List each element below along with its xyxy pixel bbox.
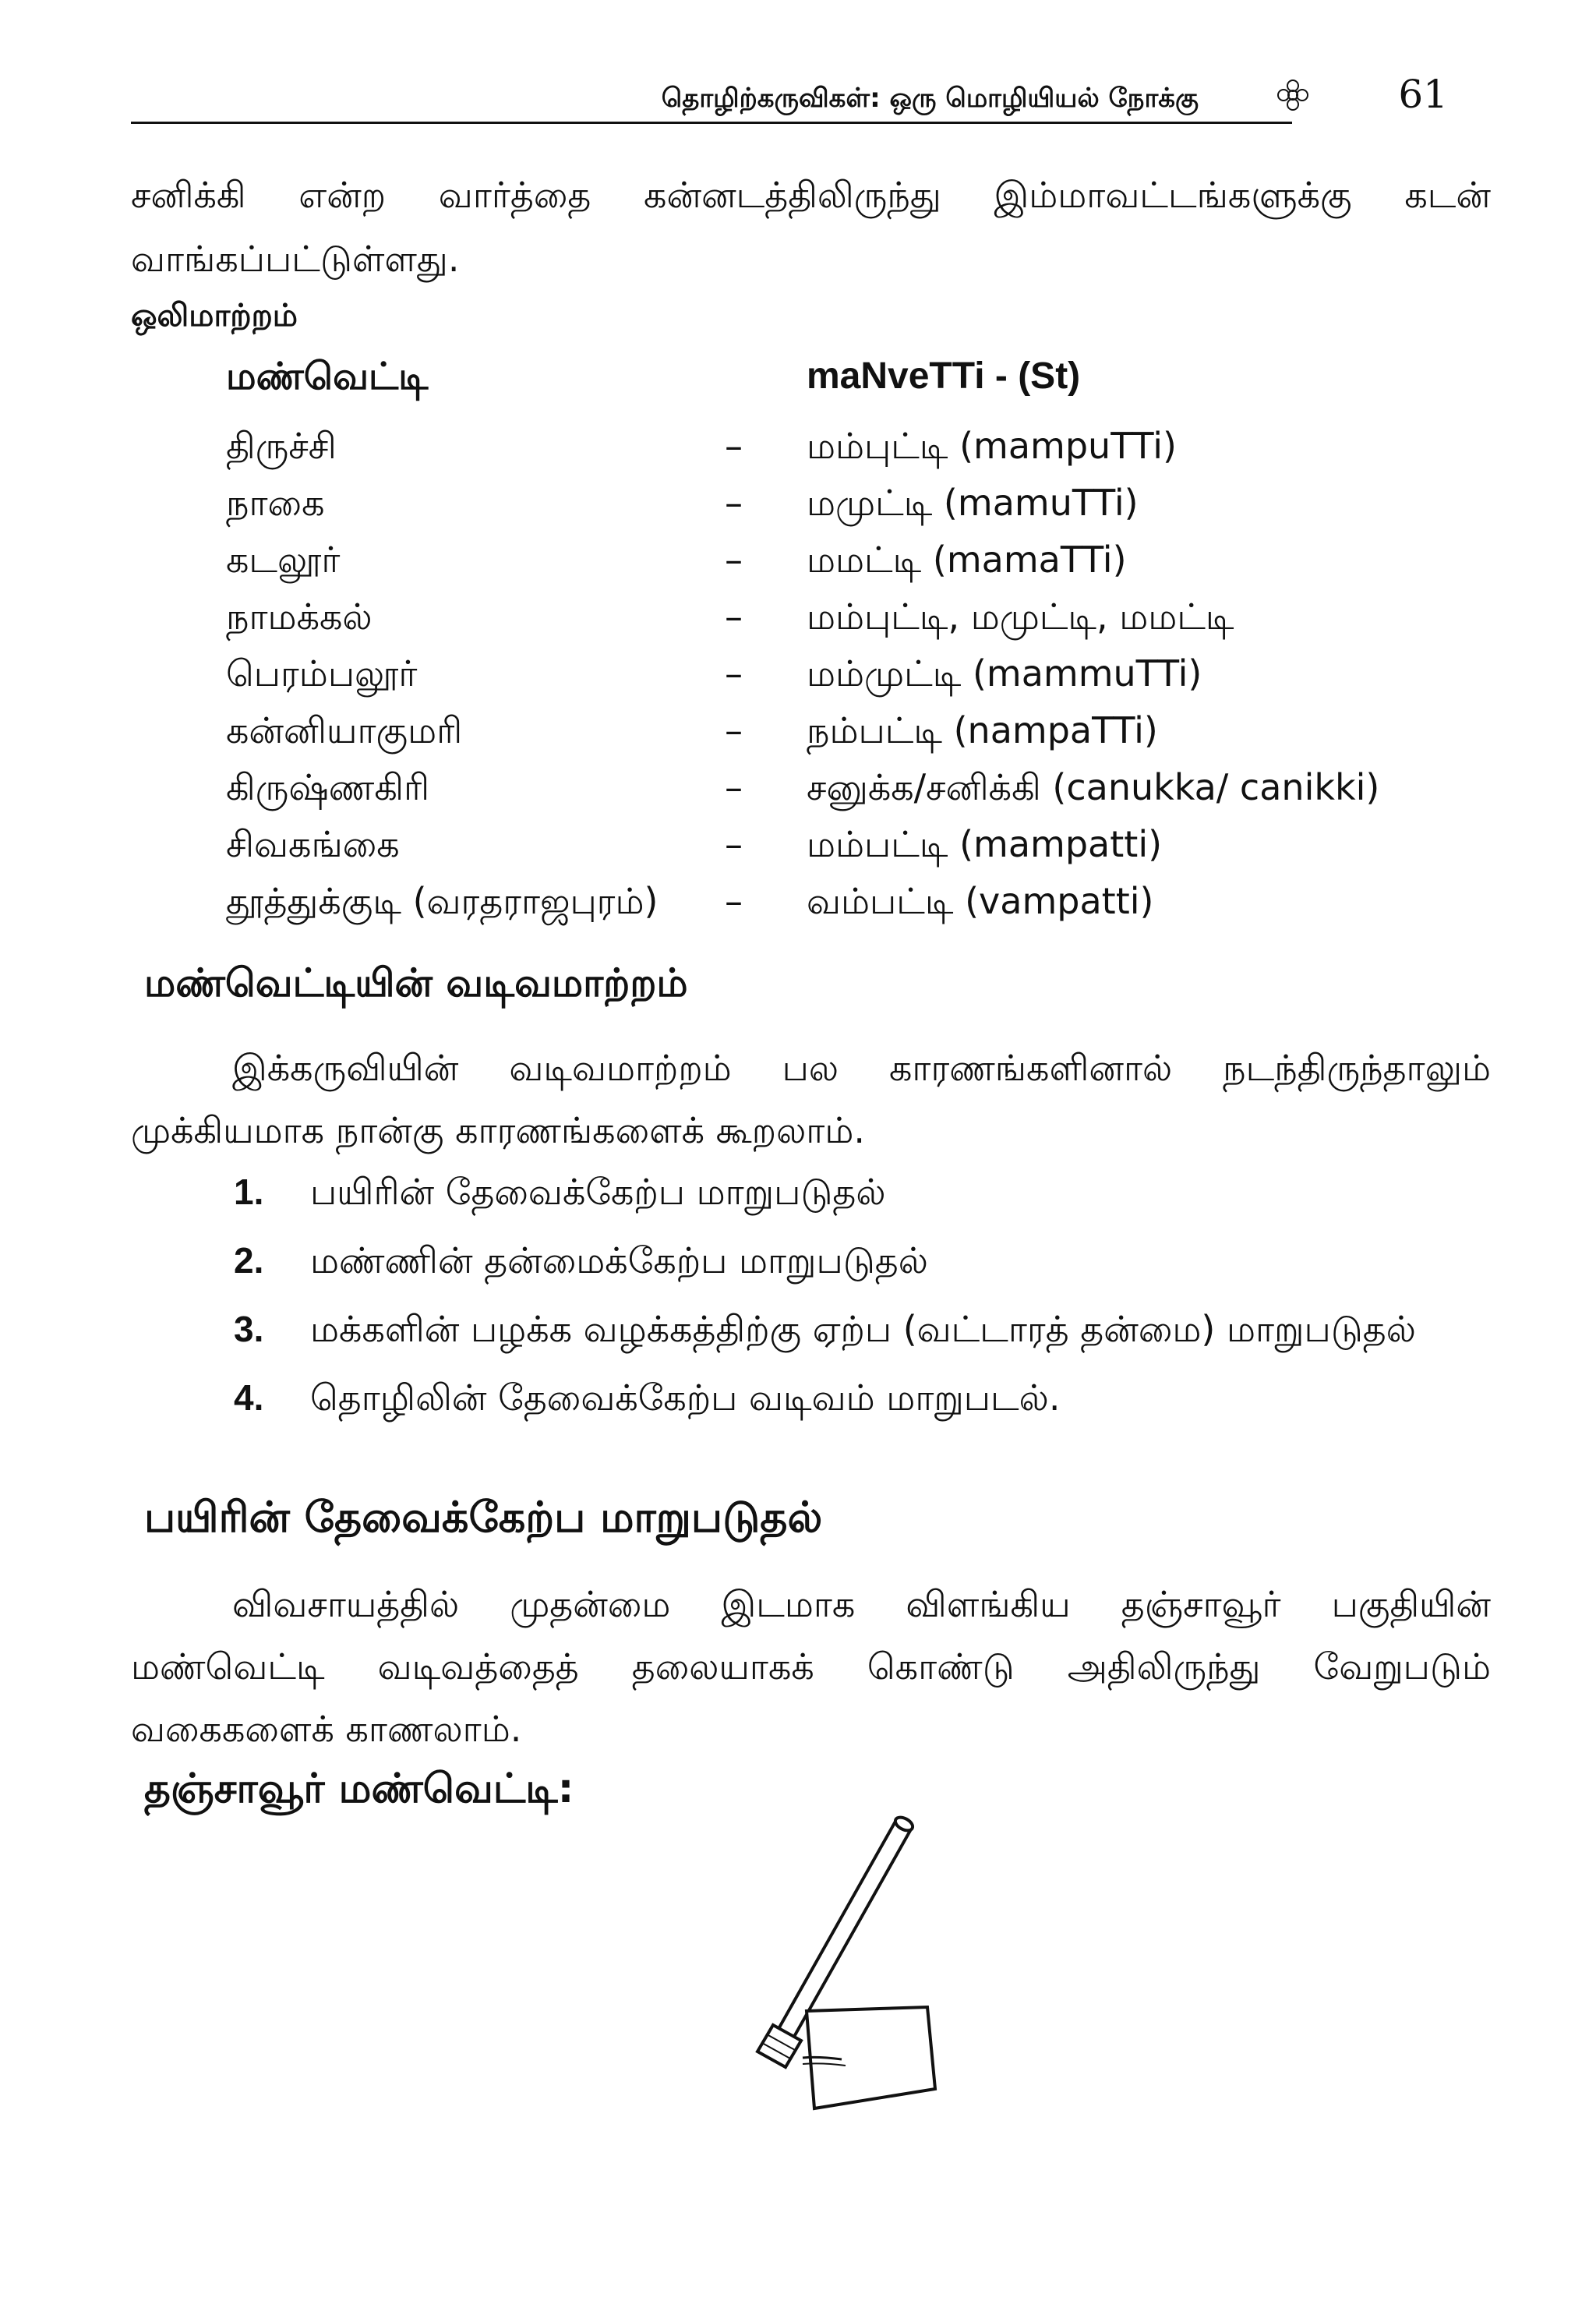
dash-separator: – xyxy=(725,482,743,524)
paragraph-line: இக்கருவியின் வடிவமாற்றம் பல காரணங்களினால் நடந்திருந்தாலும் xyxy=(232,1047,1491,1089)
dash-separator: – xyxy=(725,425,743,467)
list-item xyxy=(234,1161,1488,1222)
table-row xyxy=(226,880,1488,937)
dialect-form: சனுக்க/சனிக்கி (canukka/ canikki) xyxy=(807,766,1380,808)
dialect-form: மம்புட்டி (mampuTTi) xyxy=(807,425,1177,467)
list-item xyxy=(234,1367,1488,1428)
place-name: கன்னியாகுமரி xyxy=(226,709,463,751)
place-name: நாகை xyxy=(226,482,325,524)
dash-separator: – xyxy=(725,596,743,638)
page-number: 61 xyxy=(1398,72,1448,117)
place-name: கிருஷ்ணகிரி xyxy=(226,766,430,808)
paragraph-line: சனிக்கி என்ற வார்த்தை கன்னடத்திலிருந்து இம்மாவட்டங்களுக்கு கடன் xyxy=(131,174,1491,216)
running-header xyxy=(131,69,1456,139)
list-item xyxy=(234,1230,1488,1291)
head-word: மண்வெட்டி xyxy=(226,355,429,398)
table-row xyxy=(226,652,1488,709)
place-name: பெரம்பலூர் xyxy=(226,652,418,694)
dialect-table-header xyxy=(226,355,1488,425)
table-row xyxy=(226,539,1488,596)
dash-separator: – xyxy=(725,880,743,922)
section-heading: மண்வெட்டியின் வடிவமாற்றம் xyxy=(144,960,688,1005)
list-number: 2. xyxy=(234,1240,264,1281)
paragraph-line: மண்வெட்டி வடிவத்தைத் தலையாகக் கொண்டு அதிலிருந்து வேறுபடும் xyxy=(131,1645,1491,1688)
dash-separator: – xyxy=(725,766,743,808)
dash-separator: – xyxy=(725,652,743,694)
place-name: கடலூர் xyxy=(226,539,341,581)
dialect-form: மம்புட்டி, மமுட்டி, மமட்டி xyxy=(807,596,1234,638)
list-text: பயிரின் தேவைக்கேற்ப மாறுபடுதல் xyxy=(310,1171,886,1213)
dialect-form: மம்பட்டி (mampatti) xyxy=(807,823,1163,865)
paragraph-line: வகைகளைக் காணலாம். xyxy=(131,1708,522,1750)
table-row xyxy=(226,482,1488,539)
dash-separator: – xyxy=(725,709,743,751)
place-name: திருச்சி xyxy=(226,425,337,467)
dialect-form: மம்முட்டி (mammuTTi) xyxy=(807,652,1202,694)
place-name: நாமக்கல் xyxy=(226,596,373,638)
paragraph-line: விவசாயத்தில் முதன்மை இடமாக விளங்கிய தஞ்சாவூர் பகுதியின் xyxy=(232,1583,1491,1625)
paragraph-line: முக்கியமாக நான்கு காரணங்களைக் கூறலாம். xyxy=(131,1109,865,1151)
section-heading: பயிரின் தேவைக்கேற்ப மாறுபடுதல் xyxy=(144,1493,823,1542)
list-number: 4. xyxy=(234,1377,264,1418)
flower-icon xyxy=(1274,76,1312,114)
paragraph-line: வாங்கப்பட்டுள்ளது. xyxy=(131,238,460,280)
list-text: மண்ணின் தன்மைக்கேற்ப மாறுபடுதல் xyxy=(310,1239,928,1281)
running-title: தொழிற்கருவிகள்: ஒரு மொழியியல் நோக்கு xyxy=(661,83,1199,114)
list-number: 3. xyxy=(234,1309,264,1349)
dialect-table xyxy=(226,355,1488,937)
dialect-form: மமட்டி (mamaTTi) xyxy=(807,539,1127,581)
header-rule xyxy=(131,122,1292,124)
table-row xyxy=(226,709,1488,766)
place-name: சிவகங்கை xyxy=(226,823,400,865)
table-row xyxy=(226,596,1488,652)
dialect-form: வம்பட்டி (vampatti) xyxy=(807,880,1154,922)
table-row xyxy=(226,766,1488,823)
figure-caption: தஞ்சாவூர் மண்வெட்டி: xyxy=(144,1765,574,1812)
reasons-list xyxy=(234,1161,1488,1436)
list-text: மக்களின் பழக்க வழக்கத்திற்கு ஏற்ப (வட்டாரத் தன்மை) மாறுபடுதல் xyxy=(310,1308,1416,1350)
head-transliteration: maNveTTi - (St) xyxy=(807,355,1081,397)
dash-separator: – xyxy=(725,823,743,865)
place-name: தூத்துக்குடி (வரதராஜபுரம்) xyxy=(226,880,659,922)
spade-sketch-icon xyxy=(686,1808,1013,2136)
list-item xyxy=(234,1299,1488,1359)
list-text: தொழிலின் தேவைக்கேற்ப வடிவம் மாறுபடல். xyxy=(310,1377,1061,1419)
dialect-form: மமுட்டி (mamuTTi) xyxy=(807,482,1139,524)
list-number: 1. xyxy=(234,1172,264,1212)
table-row xyxy=(226,823,1488,880)
table-row xyxy=(226,425,1488,482)
dash-separator: – xyxy=(725,539,743,581)
dialect-form: நம்பட்டி (nampaTTi) xyxy=(807,709,1158,751)
phonetic-heading: ஒலிமாற்றம் xyxy=(131,298,298,334)
